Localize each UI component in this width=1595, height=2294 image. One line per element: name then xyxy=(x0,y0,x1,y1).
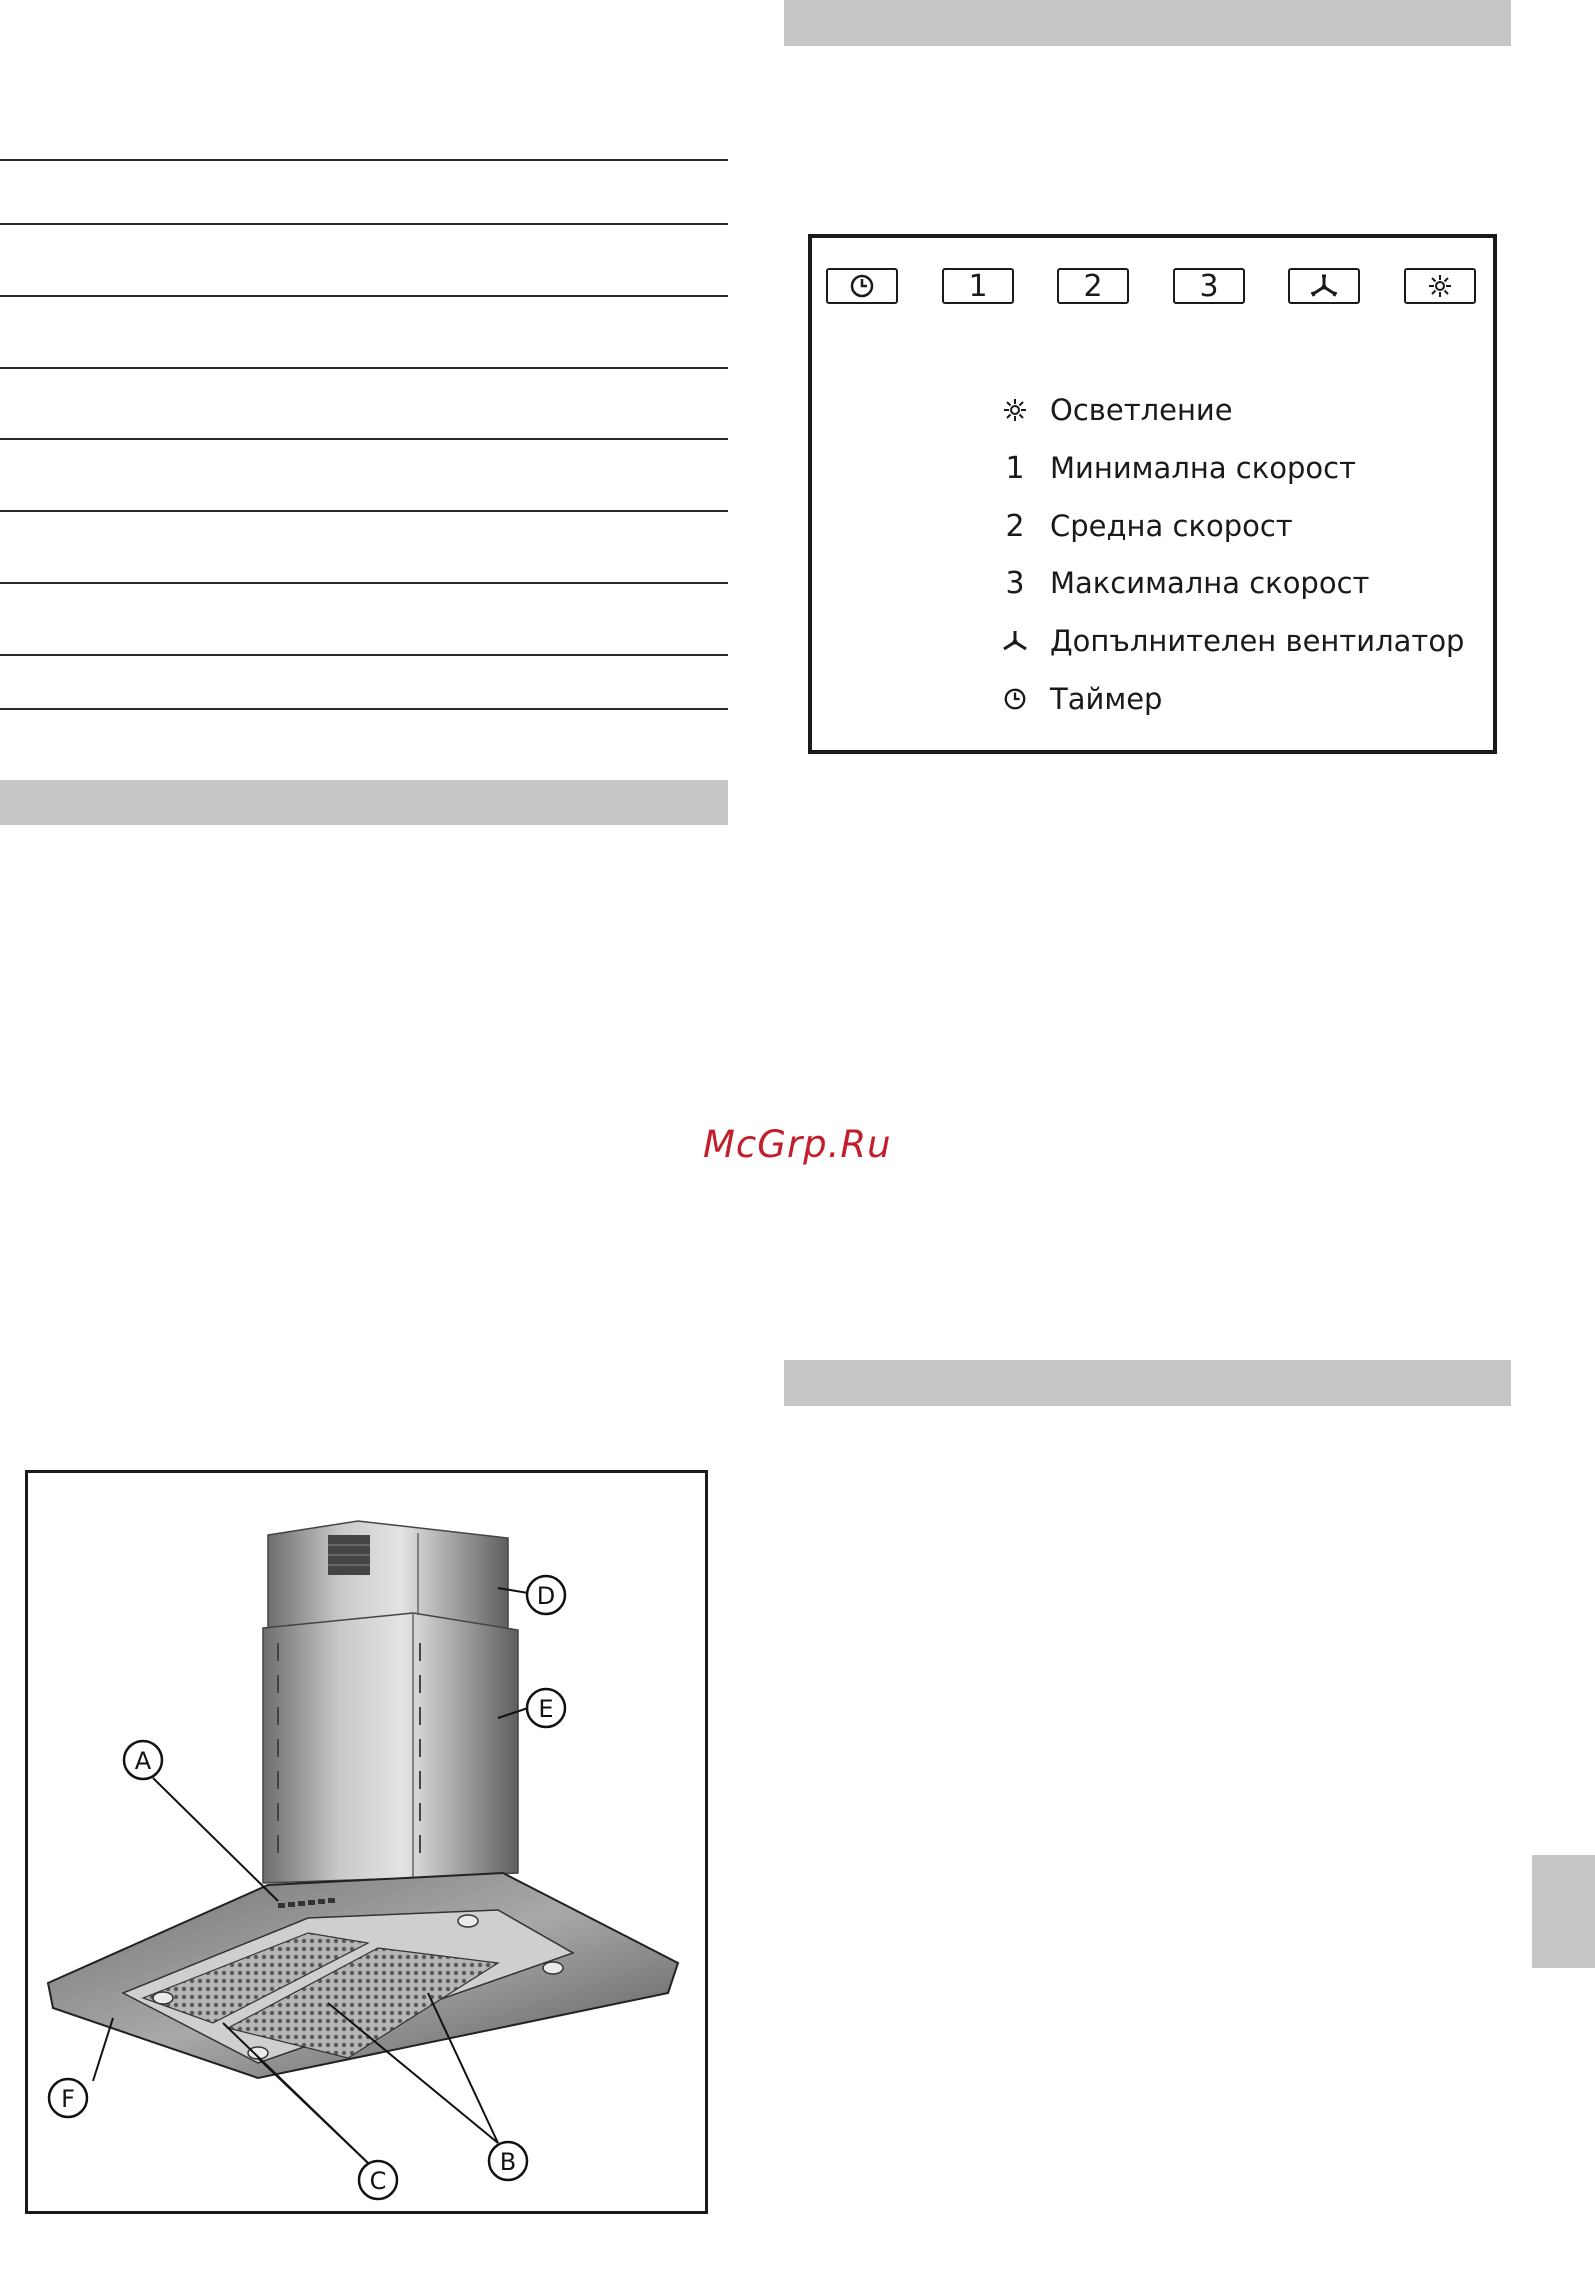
legend-item-speed-1 xyxy=(992,448,1356,488)
hood-drawing xyxy=(28,1473,705,2211)
hood-illustration xyxy=(25,1470,708,2214)
clock-icon xyxy=(1003,687,1027,711)
light-button xyxy=(1404,268,1476,304)
table-rule xyxy=(0,510,728,512)
legend-item-speed-3 xyxy=(992,563,1369,603)
section-header-bar xyxy=(0,780,728,825)
legend-symbol: 3 xyxy=(1005,565,1025,601)
control-panel-diagram xyxy=(808,234,1497,754)
callout-c: C xyxy=(369,2167,387,2195)
clock-icon xyxy=(849,273,875,299)
watermark: McGrp.Ru xyxy=(703,1123,892,1166)
callout-f: F xyxy=(61,2085,75,2113)
legend-symbol: 2 xyxy=(1005,508,1025,544)
table-rule xyxy=(0,582,728,584)
fan-icon xyxy=(1309,273,1339,299)
legend-label: Средна скорост xyxy=(1050,509,1293,543)
table-rule xyxy=(0,438,728,440)
extra-fan-button xyxy=(1288,268,1360,304)
legend-item-timer xyxy=(992,679,1162,719)
table-rule xyxy=(0,223,728,225)
legend-item-speed-2 xyxy=(992,506,1293,546)
callout-b: B xyxy=(499,2148,517,2176)
callout-d: D xyxy=(536,1582,556,1610)
table-rule xyxy=(0,295,728,297)
legend-label: Максимална скорост xyxy=(1050,566,1370,600)
legend-symbol: 1 xyxy=(1005,450,1025,486)
table-rule xyxy=(0,367,728,369)
speed-3-button: 3 xyxy=(1173,268,1245,304)
table-rule xyxy=(0,654,728,656)
legend-label: Минимална скорост xyxy=(1050,451,1357,485)
legend-label: Допълнителен вентилатор xyxy=(1050,624,1465,658)
fan-icon xyxy=(1000,628,1030,654)
legend-item-light xyxy=(992,390,1233,430)
table-rule xyxy=(0,708,728,710)
legend-label: Таймер xyxy=(1050,682,1163,716)
callout-e: E xyxy=(538,1695,554,1723)
callout-a: A xyxy=(134,1747,152,1775)
timer-button xyxy=(826,268,898,304)
light-icon xyxy=(1002,397,1028,423)
page-edge-tab xyxy=(1532,1855,1595,1968)
speed-1-button: 1 xyxy=(942,268,1014,304)
section-header-bar xyxy=(784,0,1511,46)
light-icon xyxy=(1427,273,1453,299)
legend-item-extra-fan xyxy=(992,621,1464,661)
legend-label: Осветление xyxy=(1050,393,1233,427)
table-rule xyxy=(0,159,728,161)
section-header-bar xyxy=(784,1360,1511,1406)
speed-2-button: 2 xyxy=(1057,268,1129,304)
